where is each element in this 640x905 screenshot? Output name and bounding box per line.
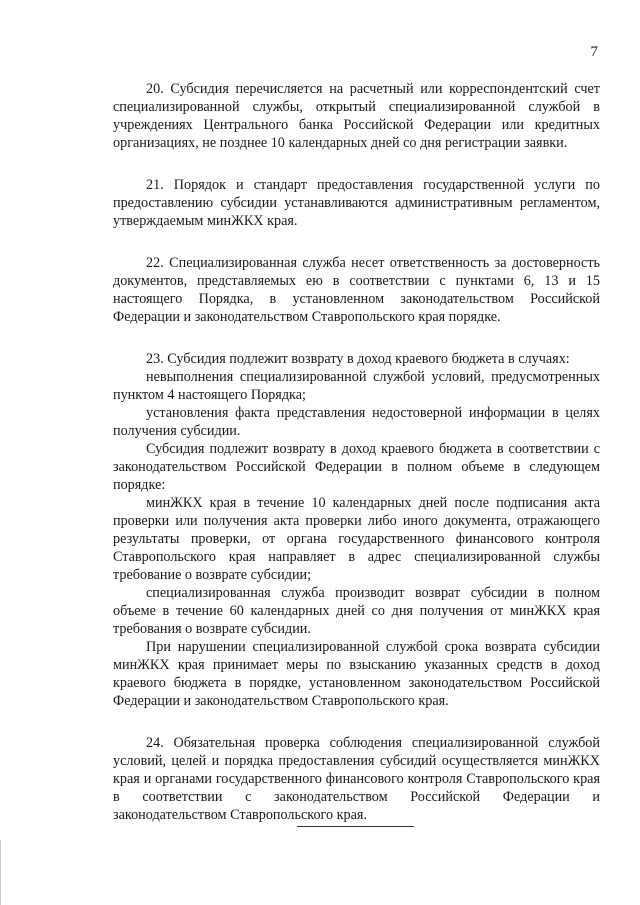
paragraph: установления факта представления недостоверной информации в целях получения субсидии. bbox=[113, 405, 600, 439]
paragraph: невыполнения специализированной службой условий, предусмотренных пунктом 4 настоящего Порядка; bbox=[113, 369, 600, 403]
paragraph: 23. Субсидия подлежит возврату в доход краевого бюджета в случаях: bbox=[146, 351, 570, 367]
end-divider-line bbox=[297, 826, 414, 827]
paragraph: Субсидия подлежит возврату в доход краевого бюджета в соответствии с законодательством Российской Федерации в полном объеме в следующем порядке: bbox=[113, 441, 600, 493]
paragraph: 24. Обязательная проверка соблюдения специализированной службой условий, целей и порядка предоставления субсидий осуществляется минЖКХ края и органами государственного финансового контроля Ставропольского края в соответствии с законодательством Российской Федерации и законодательством Ставропольского края. bbox=[113, 735, 600, 823]
paragraph: 22. Специализированная служба несет ответственность за достоверность документов, представляемых ею в соответствии с пунктами 6, 13 и 15 настоящего Порядка, в установленном законодательством Российской Федерации и законодательством Ставропольского края порядке. bbox=[113, 255, 600, 325]
section-24 bbox=[113, 734, 600, 824]
page-number: 7 bbox=[590, 44, 598, 60]
document-body bbox=[113, 80, 600, 848]
section-23 bbox=[113, 350, 600, 710]
paragraph: 20. Субсидия перечисляется на расчетный или корреспондентский счет специализированной службы, открытый специализированной службой в учреждениях Центрального банка Российской Федерации или кредитных организациях, не позднее 10 календарных дней со дня регистрации заявки. bbox=[113, 81, 600, 151]
paragraph: специализированная служба производит возврат субсидии в полном объеме в течение 60 календарных дней со дня получения от минЖКХ края требования о возврате субсидии. bbox=[113, 585, 600, 637]
paragraph: При нарушении специализированной службой срока возврата субсидии минЖКХ края принимает меры по взысканию указанных средств в доход краевого бюджета в порядке, установленном законодательством Российской Федерации и законодательством Ставропольского края. bbox=[113, 639, 600, 709]
paragraph: 21. Порядок и стандарт предоставления государственной услуги по предоставлению субсидии устанавливаются административным регламентом, утверждаемым минЖКХ края. bbox=[113, 177, 600, 229]
section-20 bbox=[113, 80, 600, 152]
scan-edge-line bbox=[0, 840, 1, 905]
section-22 bbox=[113, 254, 600, 326]
section-21 bbox=[113, 176, 600, 230]
paragraph: минЖКХ края в течение 10 календарных дней после подписания акта проверки или получения акта проверки либо иного документа, отражающего результаты проверки, от органа государственного финансового контроля Ставропольского края направляет в адрес специализированной службы требование о возврате субсидии; bbox=[113, 495, 600, 583]
